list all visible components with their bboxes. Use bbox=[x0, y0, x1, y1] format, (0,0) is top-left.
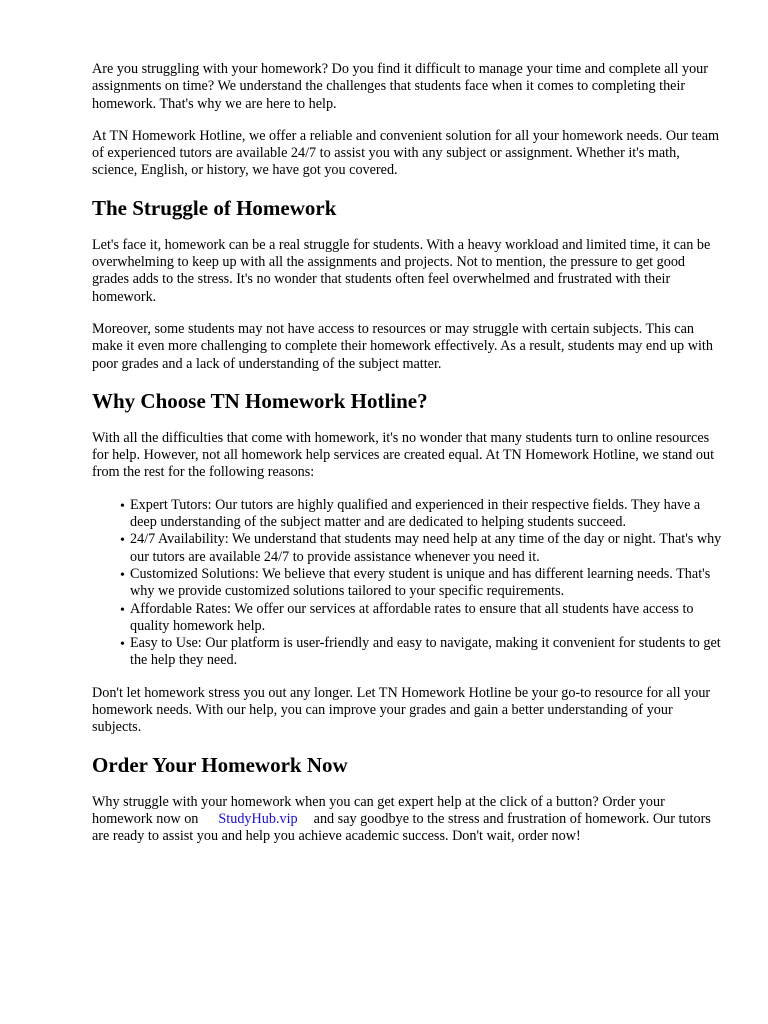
list-item-easy-to-use: • Easy to Use: Our platform is user-friendly and easy to navigate, making it convenient for students to get the help they need. bbox=[130, 635, 724, 670]
struggle-paragraph-2: Moreover, some students may not have access to resources or may struggle with certain subjects. This can make it even more challenging to complete their homework effectively. As a result, students may end up with poor grades and a lack of understanding of the subject matter. bbox=[92, 320, 713, 372]
order-text-before: Why struggle with your homework when you can get expert help at the click of a button? Order your homework now on bbox=[92, 793, 665, 827]
why-intro-paragraph: With all the difficulties that come with homework, it's no wonder that many students turn to online resources for help. However, not all homework help services are created equal. At TN Homework Hotline, we stand out from the rest for the following reasons: bbox=[92, 429, 715, 481]
list-item-expert-tutors: • Expert Tutors: Our tutors are highly qualified and experienced in their respective fields. They have a deep understanding of the subject matter and are dedicated to helping students succeed. bbox=[130, 497, 724, 532]
why-closing-paragraph: Don't let homework stress you out any longer. Let TN Homework Hotline be your go-to resource for all your homework needs. With our help, you can improve your grades and gain a better understanding of your subjects. bbox=[92, 684, 711, 736]
struggle-paragraph-1: Let's face it, homework can be a real struggle for students. With a heavy workload and limited time, it can be overwhelming to keep up with all the assignments and projects. Not to mention, the pressure to get good grades adds to the stress. It's no wonder that students often feel overwhelmed and frustrated with their homework. bbox=[92, 236, 711, 305]
order-paragraph bbox=[92, 794, 724, 846]
list-item-customized-solutions: • Customized Solutions: We believe that every student is unique and has different learning needs. That's why we provide customized solutions tailored to your specific requirements. bbox=[130, 566, 724, 601]
order-text-after: and say goodbye to the stress and frustration of homework. Our tutors are ready to assist you and help you achieve academic success. Don't wait, order now! bbox=[92, 810, 711, 845]
document-page bbox=[92, 61, 724, 861]
intro-paragraph-1: Are you struggling with your homework? Do you find it difficult to manage your time and complete all your assignments on time? We understand the challenges that students face when it comes to completing their homework. That's why we are here to help. bbox=[92, 61, 708, 112]
studyhub-link[interactable]: StudyHub.vip bbox=[218, 810, 298, 827]
section-heading-why-choose: Why Choose TN Homework Hotline? bbox=[92, 388, 428, 413]
section-heading-struggle: The Struggle of Homework bbox=[92, 195, 337, 220]
section-heading-order: Order Your Homework Now bbox=[92, 752, 348, 777]
intro-paragraph-2: At TN Homework Hotline, we offer a reliable and convenient solution for all your homework needs. Our team of experienced tutors are available 24/7 to assist you with any subject or assignment. Whether it's math, science, English, or history, we have got you covered. bbox=[92, 127, 720, 179]
reasons-list bbox=[92, 497, 724, 670]
list-item-availability: • 24/7 Availability: We understand that students may need help at any time of the day or night. That's why our tutors are available 24/7 to provide assistance whenever you need it. bbox=[130, 531, 724, 566]
list-item-affordable-rates: • Affordable Rates: We offer our services at affordable rates to ensure that all students have access to quality homework help. bbox=[130, 601, 724, 636]
